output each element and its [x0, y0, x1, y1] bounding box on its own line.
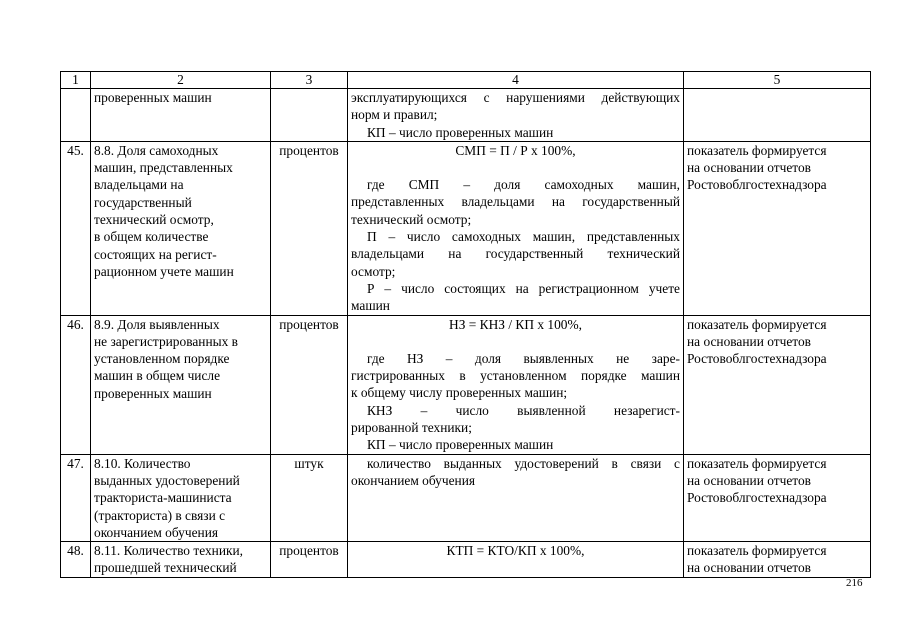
- header-cell: 5: [684, 72, 871, 89]
- row-number: 47.: [61, 454, 91, 541]
- calculation-description: НЗ = КНЗ / КП х 100%, где НЗ – доля выявленных не заре- гистрированных в установленном порядке машин к общему числу проверенных машин; КНЗ – число выявленной незарегист- рированной техники; КП – число проверенных машин: [348, 315, 684, 454]
- indicator-name: проверенных машин: [91, 89, 271, 142]
- unit: процентов: [271, 542, 348, 578]
- row-number: [61, 89, 91, 142]
- header-cell: 3: [271, 72, 348, 89]
- data-source: показатель формируется на основании отчетов Ростовоблгостехнадзора: [684, 141, 871, 315]
- unit: процентов: [271, 141, 348, 315]
- data-source: показатель формируется на основании отчетов Ростовоблгостехнадзора: [684, 454, 871, 541]
- unit: [271, 89, 348, 142]
- table-row: [61, 141, 871, 315]
- row-number: 48.: [61, 542, 91, 578]
- indicator-name: 8.8. Доля самоходных машин, представленных владельцами на государственный технический осмотр, в общем количестве состоящих на регист- рационном учете машин: [91, 141, 271, 315]
- indicator-table: [60, 71, 871, 578]
- page-number: 216: [846, 577, 863, 589]
- table-row: [61, 542, 871, 578]
- formula: СМП = П / Р х 100%,: [455, 142, 576, 158]
- table-row: [61, 454, 871, 541]
- data-source: показатель формируется на основании отчетов: [684, 542, 871, 578]
- table-row: [61, 89, 871, 142]
- table-row: [61, 315, 871, 454]
- row-number: 45.: [61, 141, 91, 315]
- formula: КТП = КТО/КП х 100%,: [446, 543, 585, 559]
- data-source: показатель формируется на основании отчетов Ростовоблгостехнадзора: [684, 315, 871, 454]
- data-source: [684, 89, 871, 142]
- calculation-description: эксплуатирующихся с нарушениями действующих норм и правил; КП – число проверенных машин: [348, 89, 684, 142]
- table-header-row: [61, 72, 871, 89]
- calculation-description: количество выданных удостоверений в связи с окончанием обучения: [348, 454, 684, 541]
- unit: процентов: [271, 315, 348, 454]
- calculation-description: СМП = П / Р х 100%, где СМП – доля самоходных машин, представленных владельцами на государственный технический осмотр; П – число самоходных машин, представленных владельцами на государственный технический осмотр; Р – число состоящих на регистрационном учете машин: [348, 141, 684, 315]
- indicator-name: 8.10. Количество выданных удостоверений тракториста-машиниста (тракториста) в связи с окончанием обучения: [91, 454, 271, 541]
- header-cell: 1: [61, 72, 91, 89]
- indicator-name: 8.9. Доля выявленных не зарегистрированных в установленном порядке машин в общем числе проверенных машин: [91, 315, 271, 454]
- header-cell: 4: [348, 72, 684, 89]
- indicator-name: 8.11. Количество техники, прошедшей технический: [91, 542, 271, 578]
- header-cell: 2: [91, 72, 271, 89]
- unit: штук: [271, 454, 348, 541]
- formula: НЗ = КНЗ / КП х 100%,: [449, 316, 582, 332]
- row-number: 46.: [61, 315, 91, 454]
- calculation-description: [348, 542, 684, 578]
